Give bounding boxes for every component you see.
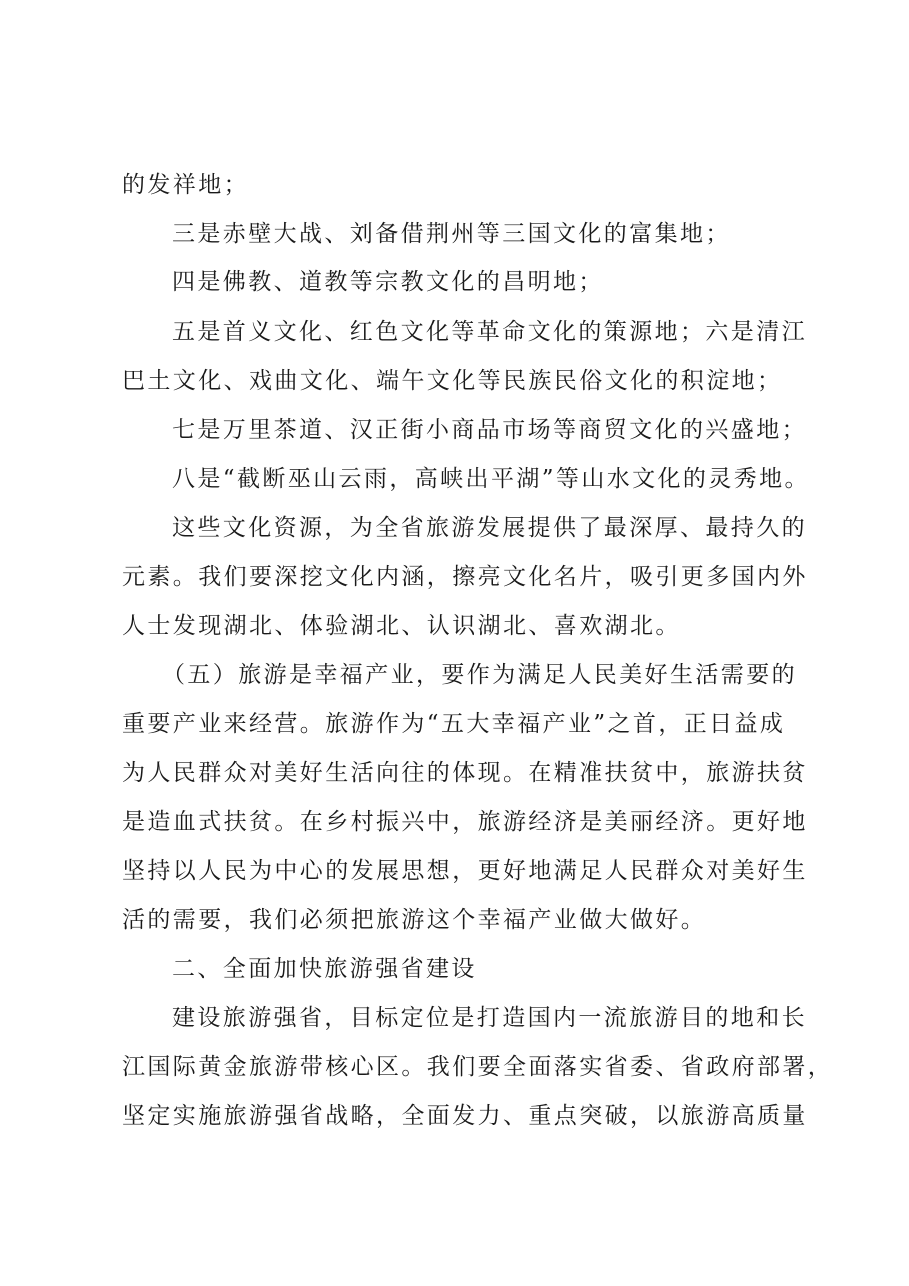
text-line: 元素。我们要深挖文化内涵，擦亮文化名片，吸引更多国内外 [122, 564, 808, 590]
text-line: 江国际黄金旅游带核心区。我们要全面落实省委、省政府部署， [122, 1054, 834, 1080]
text-line: 七是万里茶道、汉正街小商品市场等商贸文化的兴盛地； [172, 417, 807, 443]
text-line: 的发祥地； [122, 172, 249, 198]
text-line: 重要产业来经营。旅游作为“五大幸福产业”之首，正日益成 [122, 711, 786, 737]
text-line: 人士发现湖北、体验湖北、认识湖北、喜欢湖北。 [122, 613, 681, 639]
text-line: 八是“截断巫山云雨，高峡出平湖”等山水文化的灵秀地。 [172, 466, 810, 492]
text-line: 坚定实施旅游强省战略，全面发力、重点突破，以旅游高质量 [122, 1103, 808, 1129]
text-line: 活的需要，我们必须把旅游这个幸福产业做大做好。 [122, 907, 707, 933]
text-line: （五）旅游是幸福产业，要作为满足人民美好生活需要的 [162, 662, 797, 688]
text-line: 巴土文化、戏曲文化、端午文化等民族民俗文化的积淀地； [122, 368, 783, 394]
text-line: 五是首义文化、红色文化等革命文化的策源地；六是清江 [172, 319, 807, 345]
section-heading: 二、全面加快旅游强省建设 [172, 956, 477, 982]
text-line: 四是佛教、道教等宗教文化的昌明地； [172, 269, 604, 295]
text-line: 三是赤壁大战、刘备借荆州等三国文化的富集地； [172, 221, 731, 247]
text-line: 坚持以人民为中心的发展思想，更好地满足人民群众对美好生 [122, 858, 808, 884]
text-line: 为人民群众对美好生活向往的体现。在精准扶贫中，旅游扶贫 [122, 760, 808, 786]
text-line: 建设旅游强省，目标定位是打造国内一流旅游目的地和长 [172, 1005, 807, 1031]
text-line: 是造血式扶贫。在乡村振兴中，旅游经济是美丽经济。更好地 [122, 809, 808, 835]
text-line: 这些文化资源，为全省旅游发展提供了最深厚、最持久的 [172, 515, 807, 541]
